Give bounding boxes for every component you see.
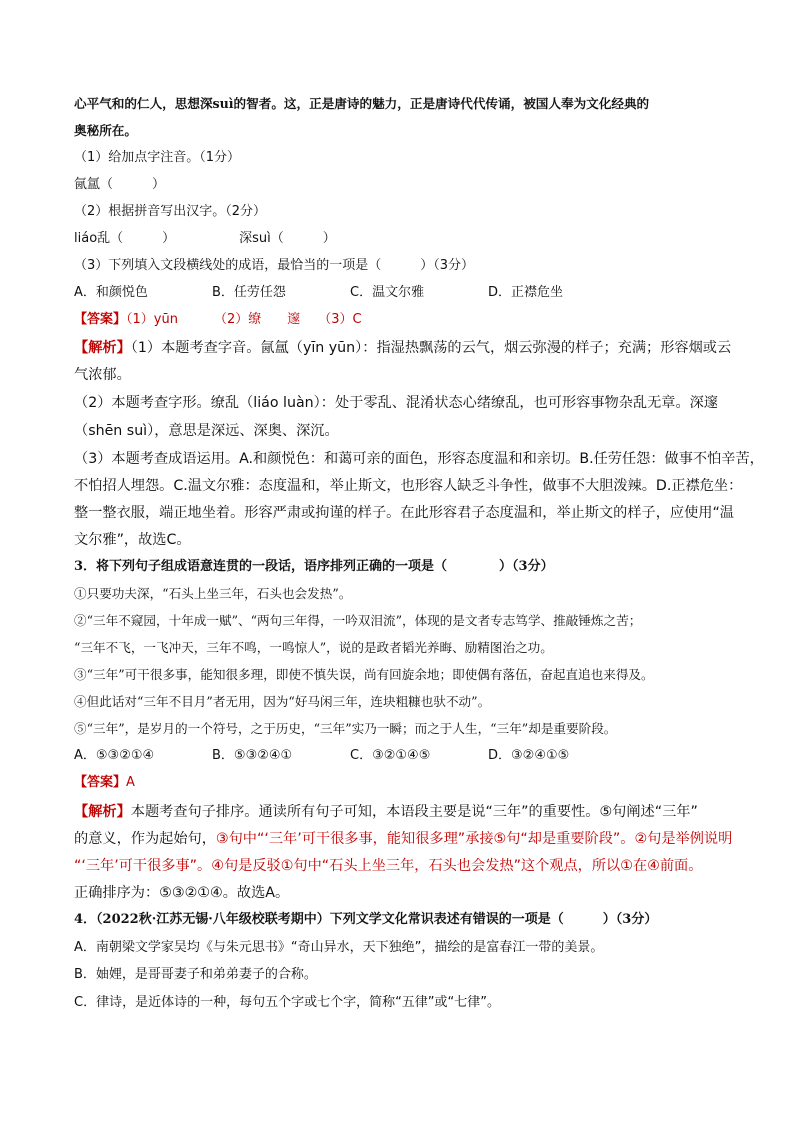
q3-analysis-line-3: “‘三年’可干很多事”。④句是反驳①句中“石头上坐三年，石头也会发热”这个观点，所以①在④前面。 [74,858,703,874]
q3-option-c: C．③②①④⑤ [350,748,431,763]
analysis-line-8: 文尔雅”，故选C。 [74,532,191,548]
q4-option-b: B．妯娌，是哥哥妻子和弟弟妻子的合称。 [74,967,317,982]
q4-option-a: A．南朝梁文学家吴均《与朱元思书》“奇山异水，天下独绝”，描绘的是富春江一带的美景。 [74,940,604,955]
question-4-title: 4．（2022秋·江苏无锡·八年级校联考期中）下列文学文化常识表述有错误的一项是（ ）（3分） [74,912,658,927]
sentence-1: ①只要功夫深，“石头上坐三年，石头也会发热”。 [74,586,352,601]
q3-analysis-text-2a: 的意义，作为起始句， [74,831,216,847]
q4-option-c: C．律诗，是近体诗的一种，每句五个字或七个字，简称“五律”或“七律”。 [74,995,501,1010]
sub-question-1: （1）给加点字注音。（1分） [74,150,241,165]
option-d: D．正襟危坐 [488,285,564,300]
answer-tag: 【答案】 [74,312,127,327]
pinyin-item-liao: liáo乱（ ） [74,231,176,246]
answer-line [74,310,362,330]
analysis-line-7: 整一整衣服，端正地坐着。形容严肃或拘谨的样子。在此形容君子态度温和，举止斯文的样子，应使用“温 [74,505,734,521]
sentence-5: ⑤“三年”，是岁月的一个符号，之于历史，“三年”实乃一瞬；而之于人生，“三年”却是重要阶段。 [74,721,617,736]
analysis-line-4: （shēn suì），意思是深远、深奥、深沉。 [74,423,339,439]
option-c: C．温文尔雅 [350,285,425,300]
answer-part-1: （1）yūn [126,312,178,327]
sentence-2-cont: “三年不飞，一飞冲天，三年不鸣，一鸣惊人”，说的是政者韬光养晦、励精图治之功。 [74,640,553,655]
q3-option-d: D．③②④①⑤ [488,748,570,763]
q3-answer-tag: 【答案】 [74,775,127,790]
intro-line-2: 奥秘所在。 [74,123,137,138]
q3-option-b: B．⑤③②④① [212,748,293,763]
answer-part-2: （2）缭 邃 [213,312,301,327]
sub-question-2-items [74,229,336,249]
q3-option-a: A．⑤③②①④ [74,748,155,763]
analysis-tag: 【解析】 [74,340,131,356]
analysis-line-3: （2）本题考查字形。缭乱（liáo luàn）：处于零乱、混淆状态心绪缭乱，也可形容事物杂乱无章。深邃 [74,395,719,411]
sub-question-3-options [74,283,563,303]
q3-analysis-line-1 [74,802,698,822]
q3-analysis-line-2 [74,829,732,849]
sub-question-3: （3）下列填入文段横线处的成语，最恰当的一项是（ ）（3分） [74,258,475,273]
option-a: A．和颜悦色 [74,285,148,300]
sentence-2: ②“三年不窥园，十年成一赋”、“两句三年得，一吟双泪流”，体现的是文者专志笃学、推敲锤炼之苦； [74,613,642,628]
q3-answer-line [74,773,135,793]
analysis-line-5: （3）本题考查成语运用。A.和颜悦色：和蔼可亲的面色，形容态度温和和亲切。B.任劳任怨：做事不怕辛苦， [74,451,764,467]
q3-analysis-line-4: 正确排序为：⑤③②①④。故选A。 [74,885,290,901]
analysis-text: （1）本题考查字音。氤氲（yīn yūn）：指湿热飘荡的云气，烟云弥漫的样子；充满；形容烟或云 [130,340,732,356]
q3-answer: A [126,775,135,790]
q3-analysis-text-1: 本题考查句子排序。通读所有句子可知，本语段主要是说“三年”的重要性。⑤句阐述“三年” [130,804,698,820]
sentence-3: ③“三年”可干很多事，能知很多理，即使不慎失误，尚有回旋余地；即使偶有落伍，奋起直追也来得及。 [74,667,654,682]
question-3-options [74,746,569,766]
sub-question-2: （2）根据拼音写出汉字。（2分） [74,204,267,219]
question-3-title: 3．将下列句子组成语意连贯的一段话，语序排列正确的一项是（ ）（3分） [74,559,554,574]
sub-question-1-item: 氤氲（ ） [74,177,166,192]
q3-analysis-text-2b: ③句中“‘三年’可干很多事，能知很多理”承接⑤句“却是重要阶段”。②句是举例说明 [215,831,733,847]
answer-part-3: （3）C [318,312,362,327]
analysis-line-2: 气浓郁。 [74,367,131,383]
analysis-line-6: 不怕招人埋怨。C.温文尔雅：态度温和，举止斯文，也形容人缺乏斗争性，做事不大胆泼辣。D.正襟危坐： [74,478,743,494]
sentence-4: ④但此话对“三年不目月”者无用，因为“好马闲三年，连块粗糠也驮不动”。 [74,694,491,709]
intro-line-1: 心平气和的仁人，思想深suì的智者。这，正是唐诗的魅力，正是唐诗代代传诵，被国人奉为文化经典的 [74,96,650,111]
option-b: B．任劳任怨 [212,285,286,300]
pinyin-item-sui: 深suì（ ） [239,231,336,246]
q3-analysis-tag: 【解析】 [74,804,131,820]
analysis-line-1 [74,338,731,358]
